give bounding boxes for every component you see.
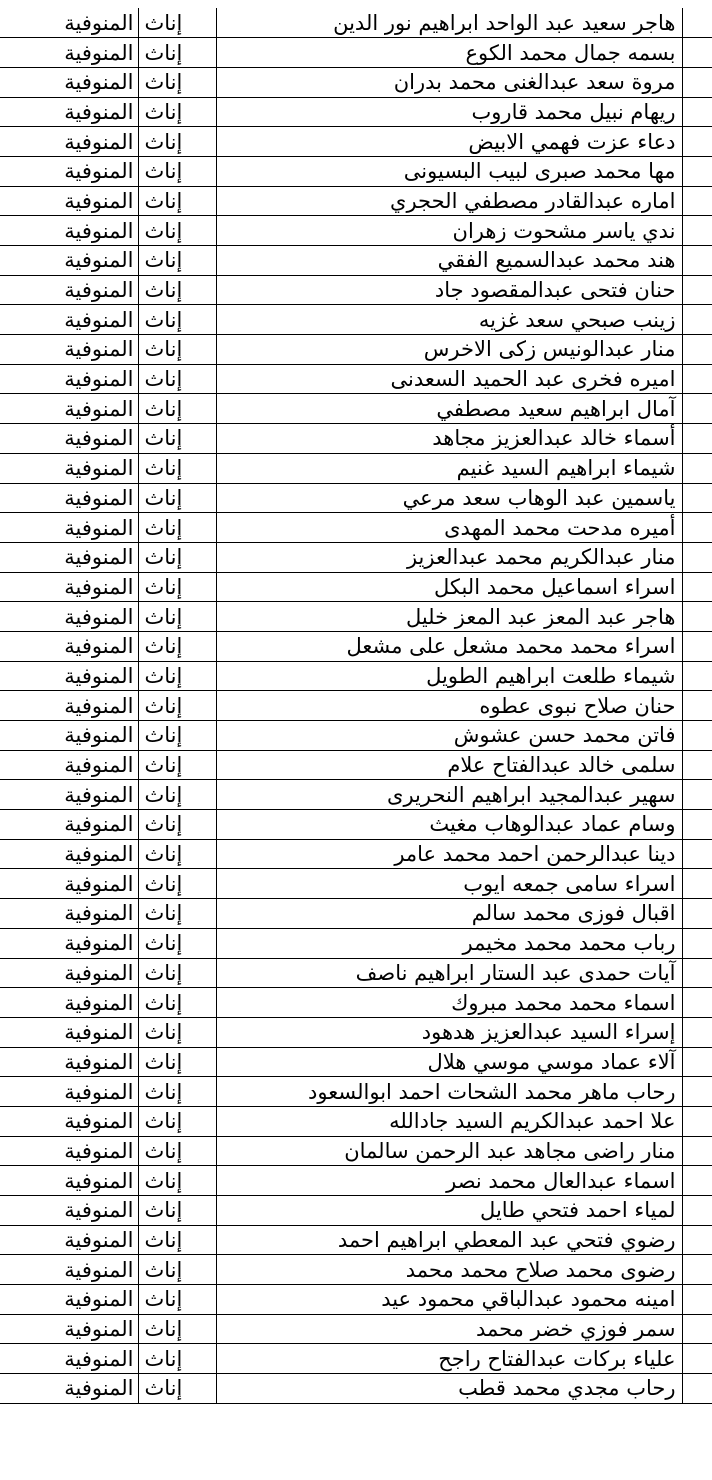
- gender-cell[interactable]: إناث: [138, 750, 216, 780]
- empty-cell[interactable]: [682, 1166, 712, 1196]
- empty-cell[interactable]: [682, 1344, 712, 1374]
- gender-cell[interactable]: إناث: [138, 364, 216, 394]
- empty-cell[interactable]: [682, 1047, 712, 1077]
- empty-cell[interactable]: [682, 661, 712, 691]
- name-cell[interactable]: امينه محمود عبدالباقي محمود عيد: [216, 1285, 682, 1315]
- gender-cell[interactable]: إناث: [138, 513, 216, 543]
- governorate-cell[interactable]: المنوفية: [0, 1285, 138, 1315]
- table-row: [0, 424, 712, 454]
- governorate-cell[interactable]: المنوفية: [0, 631, 138, 661]
- empty-cell[interactable]: [682, 1374, 712, 1404]
- gender-cell[interactable]: إناث: [138, 810, 216, 840]
- name-cell[interactable]: دينا عبدالرحمن احمد محمد عامر: [216, 839, 682, 869]
- governorate-cell[interactable]: المنوفية: [0, 810, 138, 840]
- table-row: [0, 750, 712, 780]
- gender-cell[interactable]: إناث: [138, 1077, 216, 1107]
- gender-cell[interactable]: إناث: [138, 8, 216, 38]
- governorate-cell[interactable]: المنوفية: [0, 97, 138, 127]
- empty-cell[interactable]: [682, 67, 712, 97]
- name-cell[interactable]: اسراء محمد محمد مشعل على مشعل: [216, 631, 682, 661]
- governorate-cell[interactable]: المنوفية: [0, 394, 138, 424]
- empty-cell[interactable]: [682, 839, 712, 869]
- gender-cell[interactable]: إناث: [138, 275, 216, 305]
- gender-cell[interactable]: إناث: [138, 1106, 216, 1136]
- empty-cell[interactable]: [682, 275, 712, 305]
- governorate-cell[interactable]: المنوفية: [0, 67, 138, 97]
- table-row: [0, 156, 712, 186]
- gender-cell[interactable]: إناث: [138, 691, 216, 721]
- table-row: [0, 780, 712, 810]
- empty-cell[interactable]: [682, 305, 712, 335]
- governorate-cell[interactable]: المنوفية: [0, 869, 138, 899]
- table-row: [0, 67, 712, 97]
- gender-cell[interactable]: إناث: [138, 631, 216, 661]
- table-row: [0, 1017, 712, 1047]
- gender-cell[interactable]: إناث: [138, 1255, 216, 1285]
- name-cell[interactable]: اسماء محمد محمد مبروك: [216, 988, 682, 1018]
- table-row: [0, 305, 712, 335]
- empty-cell[interactable]: [682, 1314, 712, 1344]
- table-row: [0, 1225, 712, 1255]
- table-row: [0, 631, 712, 661]
- empty-cell[interactable]: [682, 750, 712, 780]
- governorate-cell[interactable]: المنوفية: [0, 216, 138, 246]
- governorate-cell[interactable]: المنوفية: [0, 127, 138, 157]
- gender-cell[interactable]: إناث: [138, 127, 216, 157]
- table-row: [0, 1077, 712, 1107]
- gender-cell[interactable]: إناث: [138, 483, 216, 513]
- empty-cell[interactable]: [682, 631, 712, 661]
- governorate-cell[interactable]: المنوفية: [0, 1166, 138, 1196]
- table-row: [0, 869, 712, 899]
- name-cell[interactable]: رضوي فتحي عبد المعطي ابراهيم احمد: [216, 1225, 682, 1255]
- table-row: [0, 572, 712, 602]
- name-cell[interactable]: مها محمد صبرى لبيب البسيونى: [216, 156, 682, 186]
- gender-cell[interactable]: إناث: [138, 38, 216, 68]
- name-cell[interactable]: رباب محمد محمد مخيمر: [216, 928, 682, 958]
- name-cell[interactable]: اقبال فوزى محمد سالم: [216, 899, 682, 929]
- table-row: [0, 721, 712, 751]
- empty-cell[interactable]: [682, 1136, 712, 1166]
- table-row: [0, 988, 712, 1018]
- name-cell[interactable]: حنان صلاح نبوى عطوه: [216, 691, 682, 721]
- empty-cell[interactable]: [682, 899, 712, 929]
- empty-cell[interactable]: [682, 928, 712, 958]
- table-row: [0, 602, 712, 632]
- gender-cell[interactable]: إناث: [138, 869, 216, 899]
- empty-cell[interactable]: [682, 335, 712, 365]
- name-cell[interactable]: ندي ياسر مشحوت زهران: [216, 216, 682, 246]
- empty-cell[interactable]: [682, 958, 712, 988]
- empty-cell[interactable]: [682, 1017, 712, 1047]
- governorate-cell[interactable]: المنوفية: [0, 602, 138, 632]
- table-row: [0, 899, 712, 929]
- table-row: [0, 97, 712, 127]
- empty-cell[interactable]: [682, 1225, 712, 1255]
- gender-cell[interactable]: إناث: [138, 305, 216, 335]
- governorate-cell[interactable]: المنوفية: [0, 1047, 138, 1077]
- empty-cell[interactable]: [682, 1196, 712, 1226]
- name-cell[interactable]: فاتن محمد حسن عشوش: [216, 721, 682, 751]
- table-row: [0, 839, 712, 869]
- governorate-cell[interactable]: المنوفية: [0, 305, 138, 335]
- table-row: [0, 1374, 712, 1404]
- governorate-cell[interactable]: المنوفية: [0, 1314, 138, 1344]
- name-cell[interactable]: بسمه جمال محمد الكوع: [216, 38, 682, 68]
- governorate-cell[interactable]: المنوفية: [0, 246, 138, 276]
- name-cell[interactable]: مروة سعد عبدالغنى محمد بدران: [216, 67, 682, 97]
- governorate-cell[interactable]: المنوفية: [0, 661, 138, 691]
- empty-cell[interactable]: [682, 8, 712, 38]
- table-row: [0, 335, 712, 365]
- empty-cell[interactable]: [682, 869, 712, 899]
- gender-cell[interactable]: إناث: [138, 97, 216, 127]
- name-cell[interactable]: سهير عبدالمجيد ابراهيم النحريرى: [216, 780, 682, 810]
- gender-cell[interactable]: إناث: [138, 899, 216, 929]
- table-row: [0, 958, 712, 988]
- governorate-cell[interactable]: المنوفية: [0, 572, 138, 602]
- table-row: [0, 1255, 712, 1285]
- table-row: [0, 186, 712, 216]
- name-cell[interactable]: آلاء عماد موسي موسي هلال: [216, 1047, 682, 1077]
- gender-cell[interactable]: إناث: [138, 1314, 216, 1344]
- table-body: [0, 8, 712, 1403]
- gender-cell[interactable]: إناث: [138, 1225, 216, 1255]
- governorate-cell[interactable]: المنوفية: [0, 988, 138, 1018]
- empty-cell[interactable]: [682, 572, 712, 602]
- gender-cell[interactable]: إناث: [138, 602, 216, 632]
- name-cell[interactable]: علياء بركات عبدالفتاح راجح: [216, 1344, 682, 1374]
- table-row: [0, 246, 712, 276]
- governorate-cell[interactable]: المنوفية: [0, 483, 138, 513]
- table-row: [0, 1136, 712, 1166]
- gender-cell[interactable]: إناث: [138, 1374, 216, 1404]
- governorate-cell[interactable]: المنوفية: [0, 1017, 138, 1047]
- empty-cell[interactable]: [682, 127, 712, 157]
- governorate-cell[interactable]: المنوفية: [0, 928, 138, 958]
- gender-cell[interactable]: إناث: [138, 453, 216, 483]
- name-cell[interactable]: أميره مدحت محمد المهدى: [216, 513, 682, 543]
- empty-cell[interactable]: [682, 364, 712, 394]
- governorate-cell[interactable]: المنوفية: [0, 1344, 138, 1374]
- name-cell[interactable]: آمال ابراهيم سعيد مصطفي: [216, 394, 682, 424]
- governorate-cell[interactable]: المنوفية: [0, 899, 138, 929]
- gender-cell[interactable]: إناث: [138, 1166, 216, 1196]
- governorate-cell[interactable]: المنوفية: [0, 453, 138, 483]
- name-cell[interactable]: اماره عبدالقادر مصطفي الحجري: [216, 186, 682, 216]
- name-cell[interactable]: إسراء السيد عبدالعزيز هدهود: [216, 1017, 682, 1047]
- governorate-cell[interactable]: المنوفية: [0, 156, 138, 186]
- governorate-cell[interactable]: المنوفية: [0, 1136, 138, 1166]
- gender-cell[interactable]: إناث: [138, 572, 216, 602]
- name-cell[interactable]: هاجر عبد المعز عبد المعز خليل: [216, 602, 682, 632]
- governorate-cell[interactable]: المنوفية: [0, 364, 138, 394]
- empty-cell[interactable]: [682, 1285, 712, 1315]
- gender-cell[interactable]: إناث: [138, 394, 216, 424]
- empty-cell[interactable]: [682, 38, 712, 68]
- gender-cell[interactable]: إناث: [138, 156, 216, 186]
- table-row: [0, 394, 712, 424]
- table-row: [0, 38, 712, 68]
- empty-cell[interactable]: [682, 246, 712, 276]
- name-cell[interactable]: حنان فتحى عبدالمقصود جاد: [216, 275, 682, 305]
- empty-cell[interactable]: [682, 602, 712, 632]
- name-cell[interactable]: شيماء ابراهيم السيد غنيم: [216, 453, 682, 483]
- empty-cell[interactable]: [682, 97, 712, 127]
- table-row: [0, 810, 712, 840]
- gender-cell[interactable]: إناث: [138, 216, 216, 246]
- name-cell[interactable]: ياسمين عبد الوهاب سعد مرعي: [216, 483, 682, 513]
- table-row: [0, 127, 712, 157]
- governorate-cell[interactable]: المنوفية: [0, 750, 138, 780]
- table-row: [0, 691, 712, 721]
- name-cell[interactable]: شيماء طلعت ابراهيم الطويل: [216, 661, 682, 691]
- table-row: [0, 928, 712, 958]
- table-row: [0, 513, 712, 543]
- gender-cell[interactable]: إناث: [138, 1285, 216, 1315]
- empty-cell[interactable]: [682, 691, 712, 721]
- name-cell[interactable]: اسراء اسماعيل محمد البكل: [216, 572, 682, 602]
- empty-cell[interactable]: [682, 424, 712, 454]
- table-row: [0, 453, 712, 483]
- gender-cell[interactable]: إناث: [138, 1047, 216, 1077]
- name-cell[interactable]: منار راضى مجاهد عبد الرحمن سالمان: [216, 1136, 682, 1166]
- name-cell[interactable]: هند محمد عبدالسميع الفقي: [216, 246, 682, 276]
- governorate-cell[interactable]: المنوفية: [0, 958, 138, 988]
- governorate-cell[interactable]: المنوفية: [0, 542, 138, 572]
- name-cell[interactable]: سلمى خالد عبدالفتاح علام: [216, 750, 682, 780]
- gender-cell[interactable]: إناث: [138, 1196, 216, 1226]
- governorate-cell[interactable]: المنوفية: [0, 186, 138, 216]
- name-cell[interactable]: دعاء عزت فهمي الابيض: [216, 127, 682, 157]
- empty-cell[interactable]: [682, 186, 712, 216]
- empty-cell[interactable]: [682, 1255, 712, 1285]
- table-row: [0, 542, 712, 572]
- governorate-cell[interactable]: المنوفية: [0, 8, 138, 38]
- gender-cell[interactable]: إناث: [138, 928, 216, 958]
- empty-cell[interactable]: [682, 156, 712, 186]
- name-cell[interactable]: وسام عماد عبدالوهاب مغيث: [216, 810, 682, 840]
- governorate-cell[interactable]: المنوفية: [0, 839, 138, 869]
- governorate-cell[interactable]: المنوفية: [0, 1106, 138, 1136]
- name-cell[interactable]: زينب صبحي سعد غزيه: [216, 305, 682, 335]
- gender-cell[interactable]: إناث: [138, 424, 216, 454]
- empty-cell[interactable]: [682, 394, 712, 424]
- name-cell[interactable]: ريهام نبيل محمد قاروب: [216, 97, 682, 127]
- table-row: [0, 8, 712, 38]
- gender-cell[interactable]: إناث: [138, 67, 216, 97]
- name-cell[interactable]: منار عبدالكريم محمد عبدالعزيز: [216, 542, 682, 572]
- name-cell[interactable]: اميره فخرى عبد الحميد السعدنى: [216, 364, 682, 394]
- empty-cell[interactable]: [682, 1106, 712, 1136]
- name-cell[interactable]: اسماء عبدالعال محمد نصر: [216, 1166, 682, 1196]
- table-row: [0, 1314, 712, 1344]
- name-cell[interactable]: منار عبدالونيس زكى الاخرس: [216, 335, 682, 365]
- gender-cell[interactable]: إناث: [138, 1344, 216, 1374]
- table-row: [0, 1047, 712, 1077]
- empty-cell[interactable]: [682, 721, 712, 751]
- governorate-cell[interactable]: المنوفية: [0, 424, 138, 454]
- empty-cell[interactable]: [682, 1077, 712, 1107]
- governorate-cell[interactable]: المنوفية: [0, 721, 138, 751]
- governorate-cell[interactable]: المنوفية: [0, 513, 138, 543]
- name-cell[interactable]: رضوى محمد صلاح محمد محمد: [216, 1255, 682, 1285]
- gender-cell[interactable]: إناث: [138, 542, 216, 572]
- name-cell[interactable]: رحاب مجدي محمد قطب: [216, 1374, 682, 1404]
- gender-cell[interactable]: إناث: [138, 1136, 216, 1166]
- name-cell[interactable]: علا احمد عبدالكريم السيد جادالله: [216, 1106, 682, 1136]
- empty-cell[interactable]: [682, 810, 712, 840]
- governorate-cell[interactable]: المنوفية: [0, 780, 138, 810]
- gender-cell[interactable]: إناث: [138, 661, 216, 691]
- gender-cell[interactable]: إناث: [138, 988, 216, 1018]
- gender-cell[interactable]: إناث: [138, 958, 216, 988]
- governorate-cell[interactable]: المنوفية: [0, 275, 138, 305]
- table-row: [0, 483, 712, 513]
- table-row: [0, 1285, 712, 1315]
- governorate-cell[interactable]: المنوفية: [0, 335, 138, 365]
- gender-cell[interactable]: إناث: [138, 1017, 216, 1047]
- gender-cell[interactable]: إناث: [138, 780, 216, 810]
- governorate-cell[interactable]: المنوفية: [0, 1255, 138, 1285]
- names-table: [0, 8, 712, 1404]
- gender-cell[interactable]: إناث: [138, 335, 216, 365]
- gender-cell[interactable]: إناث: [138, 721, 216, 751]
- table-row: [0, 275, 712, 305]
- table-row: [0, 661, 712, 691]
- governorate-cell[interactable]: المنوفية: [0, 1374, 138, 1404]
- gender-cell[interactable]: إناث: [138, 186, 216, 216]
- gender-cell[interactable]: إناث: [138, 839, 216, 869]
- table-row: [0, 1106, 712, 1136]
- governorate-cell[interactable]: المنوفية: [0, 1077, 138, 1107]
- table-row: [0, 1166, 712, 1196]
- table-row: [0, 1344, 712, 1374]
- empty-cell[interactable]: [682, 216, 712, 246]
- governorate-cell[interactable]: المنوفية: [0, 1196, 138, 1226]
- name-cell[interactable]: لمياء احمد فتحي طايل: [216, 1196, 682, 1226]
- name-cell[interactable]: رحاب ماهر محمد الشحات احمد ابوالسعود: [216, 1077, 682, 1107]
- empty-cell[interactable]: [682, 542, 712, 572]
- table-row: [0, 1196, 712, 1226]
- empty-cell[interactable]: [682, 988, 712, 1018]
- table-row: [0, 364, 712, 394]
- governorate-cell[interactable]: المنوفية: [0, 1225, 138, 1255]
- governorate-cell[interactable]: المنوفية: [0, 691, 138, 721]
- name-cell[interactable]: أسماء خالد عبدالعزيز مجاهد: [216, 424, 682, 454]
- gender-cell[interactable]: إناث: [138, 246, 216, 276]
- name-cell[interactable]: اسراء سامى جمعه ايوب: [216, 869, 682, 899]
- empty-cell[interactable]: [682, 513, 712, 543]
- name-cell[interactable]: آيات حمدى عبد الستار ابراهيم ناصف: [216, 958, 682, 988]
- empty-cell[interactable]: [682, 453, 712, 483]
- empty-cell[interactable]: [682, 483, 712, 513]
- table-row: [0, 216, 712, 246]
- name-cell[interactable]: سمر فوزي خضر محمد: [216, 1314, 682, 1344]
- name-cell[interactable]: هاجر سعيد عبد الواحد ابراهيم نور الدين: [216, 8, 682, 38]
- governorate-cell[interactable]: المنوفية: [0, 38, 138, 68]
- empty-cell[interactable]: [682, 780, 712, 810]
